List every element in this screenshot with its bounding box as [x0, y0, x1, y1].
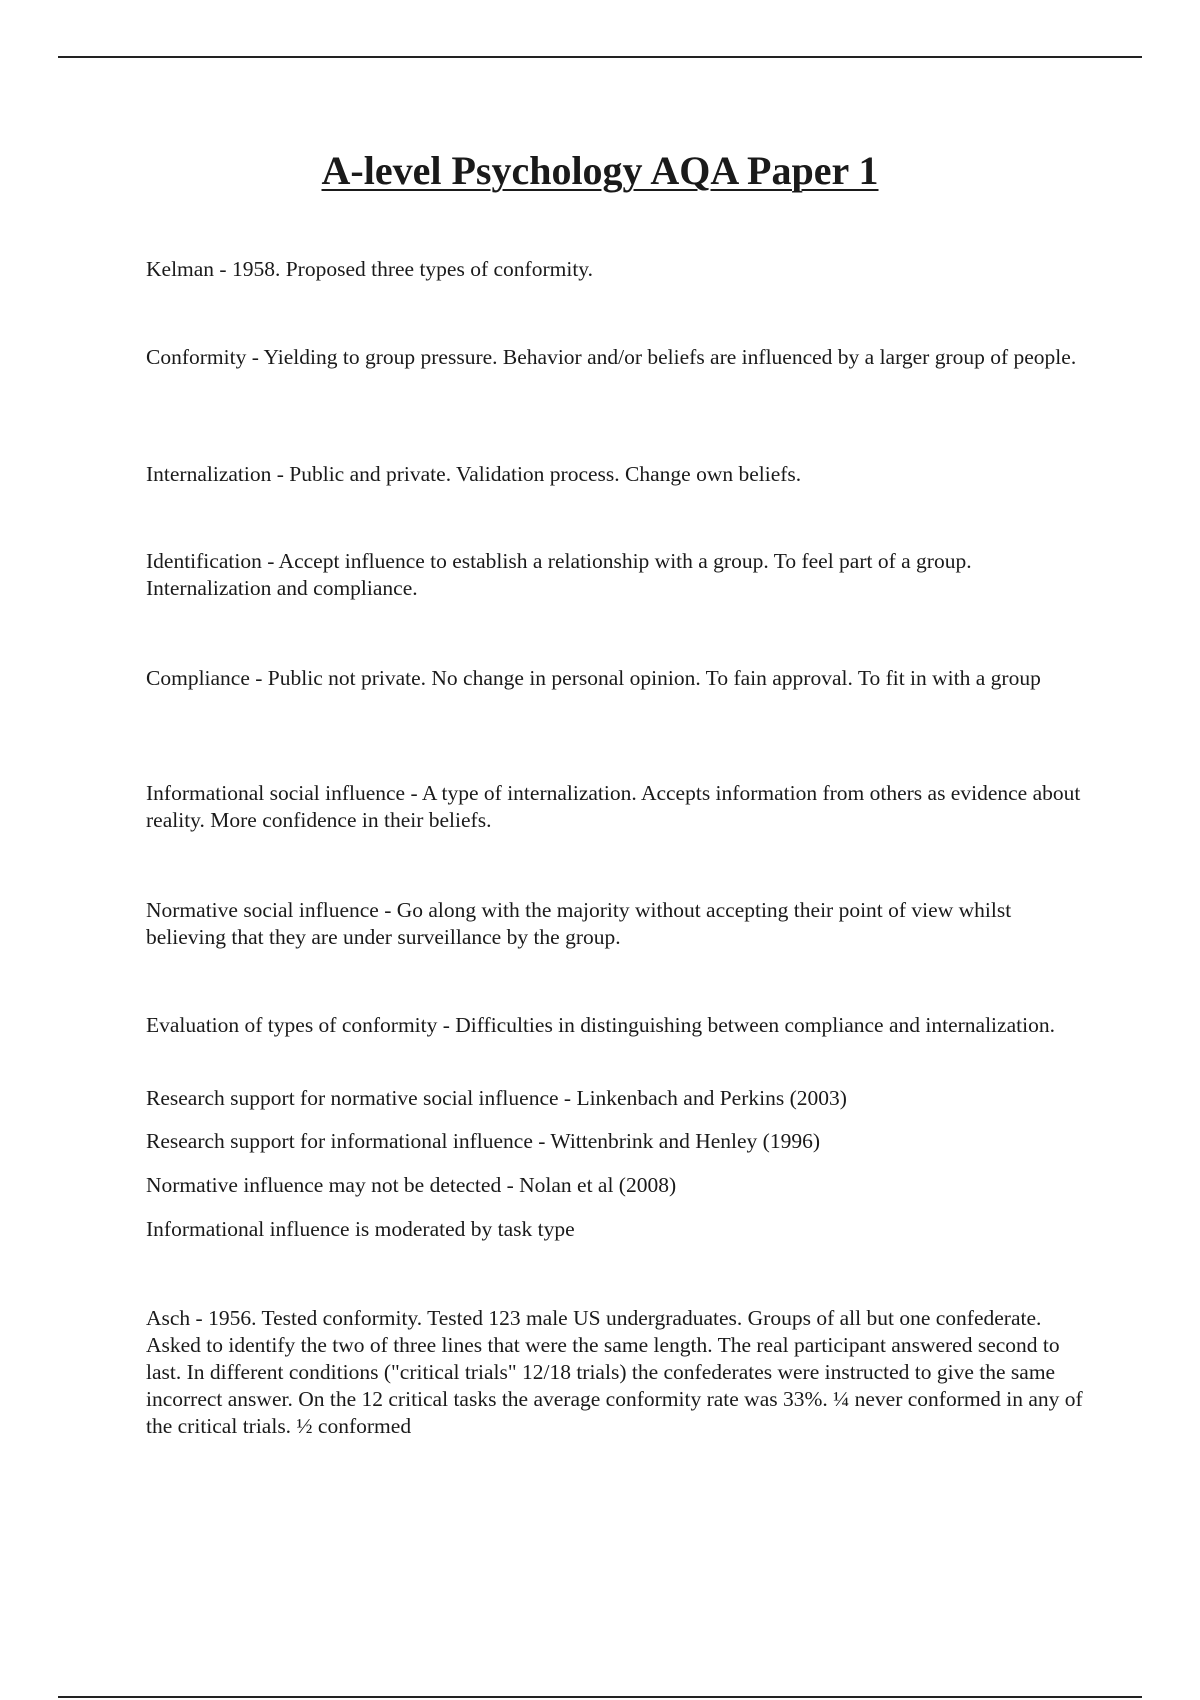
paragraph-asch: Asch - 1956. Tested conformity. Tested 123 male US undergraduates. Groups of all but one confederate. Asked to identify the two of three lines that were the same length. The real participant answered second to last. In different conditions ("critical trials" 12/18 trials) the confederates were instructed to give the same incorrect answer. On the 12 critical tasks the average conformity rate was 33%. ¼ never conformed in any of the critical trials. ½ conformed [146, 1306, 1083, 1438]
paragraph-normative-social-influence: Normative social influence - Go along with the majority without accepting their point of view whilst believing that they are under surveillance by the group. [146, 898, 1012, 949]
bottom-rule [58, 1696, 1142, 1698]
paragraph-identification: Identification - Accept influence to establish a relationship with a group. To feel part of a group. Internalization and compliance. [146, 549, 972, 600]
paragraph-nolan: Normative influence may not be detected - Nolan et al (2008) [146, 1173, 677, 1197]
top-rule [58, 56, 1142, 58]
paragraph-research-informational: Research support for informational influence - Wittenbrink and Henley (1996) [146, 1129, 820, 1153]
paragraph-evaluation: Evaluation of types of conformity - Difficulties in distinguishing between compliance and internalization. [146, 1013, 1055, 1037]
document-title: A-level Psychology AQA Paper 1 [321, 148, 879, 193]
paragraph-kelman: Kelman - 1958. Proposed three types of conformity. [146, 257, 594, 281]
paragraph-research-normative: Research support for normative social influence - Linkenbach and Perkins (2003) [146, 1086, 847, 1110]
paragraph-compliance: Compliance - Public not private. No change in personal opinion. To fain approval. To fit in with a group [146, 666, 1041, 690]
paragraph-informational-social-influence: Informational social influence - A type of internalization. Accepts information from others as evidence about reality. More confidence in their beliefs. [146, 781, 1081, 832]
paragraph-internalization: Internalization - Public and private. Validation process. Change own beliefs. [146, 462, 802, 486]
paragraph-task-type: Informational influence is moderated by task type [146, 1217, 575, 1241]
paragraph-conformity: Conformity - Yielding to group pressure. Behavior and/or beliefs are influenced by a larger group of people. [146, 345, 1077, 369]
